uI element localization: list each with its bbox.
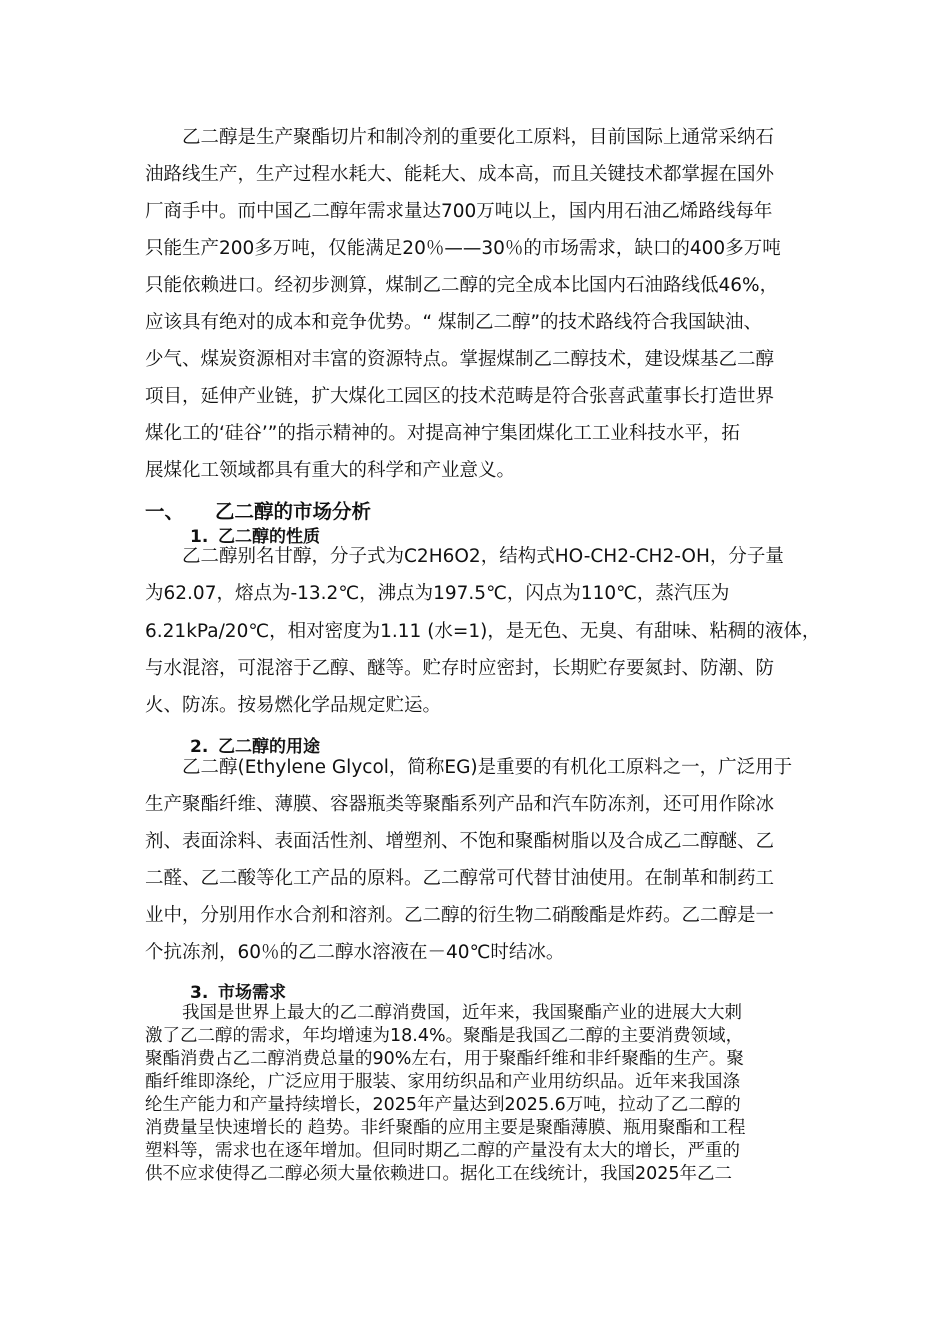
subsection-heading-properties: [190, 522, 320, 547]
paragraph-line: 乙二醇(Ethylene Glycol，简称EG)是重要的有机化工原料之一，广泛用于: [182, 757, 793, 778]
paragraph-line: 聚酯消费占乙二醇消费总量的90%左右，用于聚酯纤维和非纤聚酯的生产。聚: [145, 1049, 744, 1069]
paragraph-line: 消费量呈快速增长的 趋势。非纤聚酯的应用主要是聚酯薄膜、瓶用聚酯和工程: [145, 1118, 746, 1138]
paragraph-line: 乙二醇别名甘醇，分子式为C2H6O2，结构式HO-CH2-CH2-OH，分子量: [182, 546, 784, 567]
paragraph-line: 剂、表面涂料、表面活性剂、增塑剂、不饱和聚酯树脂以及合成乙二醇醚、乙: [145, 831, 775, 852]
intro-line: 厂商手中。而中国乙二醇年需求量达700万吨以上，国内用石油乙烯路线每年: [145, 201, 773, 222]
subsection-title: 市场需求: [218, 983, 286, 1003]
intro-line: 只能依赖进口。经初步测算，煤制乙二醇的完全成本比国内石油路线低46%，: [145, 275, 779, 296]
paragraph-line: 我国是世界上最大的乙二醇消费国，近年来，我国聚酯产业的进展大大刺: [182, 1003, 742, 1023]
subsection-title: 乙二醇的用途: [218, 737, 320, 757]
paragraph-line: 业中，分别用作水合剂和溶剂。乙二醇的衍生物二硝酸酯是炸药。乙二醇是一: [145, 905, 775, 926]
section-heading: [145, 496, 371, 524]
subsection-number: 1.: [190, 527, 209, 547]
intro-line: 应该具有绝对的成本和竞争优势。“ 煤制乙二醇”的技术路线符合我国缺油、: [145, 312, 763, 333]
paragraph-line: 个抗冻剂，60％的乙二醇水溶液在－40℃时结冰。: [145, 942, 565, 963]
section-number: 一、: [145, 500, 185, 523]
paragraph-line: 供不应求使得乙二醇必须大量依赖进口。据化工在线统计，我国2025年乙二: [145, 1164, 733, 1184]
paragraph-line: 纶生产能力和产量持续增长，2025年产量达到2025.6万吨，拉动了乙二醇的: [145, 1095, 741, 1115]
paragraph-line: 为62.07，熔点为-13.2℃，沸点为197.5℃，闪点为110℃，蒸汽压为: [145, 583, 730, 604]
paragraph-line: 激了乙二醇的需求，年均增速为18.4%。聚酯是我国乙二醇的主要消费领域，: [145, 1026, 744, 1046]
subsection-heading-market-demand: [190, 978, 286, 1003]
subsection-number: 3.: [190, 983, 209, 1003]
intro-line: 少气、煤炭资源相对丰富的资源特点。掌握煤制乙二醇技术，建设煤基乙二醇: [145, 349, 775, 370]
intro-line: 展煤化工领域都具有重大的科学和产业意义。: [145, 460, 516, 481]
subsection-number: 2.: [190, 737, 209, 757]
paragraph-line: 生产聚酯纤维、薄膜、容器瓶类等聚酯系列产品和汽车防冻剂，还可用作除冰: [145, 794, 775, 815]
paragraph-line: 二醛、乙二酸等化工产品的原料。乙二醇常可代替甘油使用。在制革和制药工: [145, 868, 775, 889]
paragraph-line: 6.21kPa/20℃，相对密度为1.11 (水=1)，是无色、无臭、有甜味、粘稠的液体，: [145, 621, 821, 642]
intro-line: 项目，延伸产业链，扩大煤化工园区的技术范畴是符合张喜武董事长打造世界: [145, 386, 775, 407]
subsection-title: 乙二醇的性质: [218, 527, 320, 547]
intro-line: 油路线生产，生产过程水耗大、能耗大、成本高，而且关键技术都掌握在国外: [145, 164, 775, 185]
section-title: 乙二醇的市场分析: [215, 500, 372, 523]
intro-line: 煤化工的‘硅谷’”的指示精神的。对提高神宁集团煤化工工业科技水平，拓: [145, 423, 740, 444]
subsection-heading-uses: [190, 732, 320, 757]
paragraph-line: 火、防冻。按易燃化学品规定贮运。: [145, 695, 442, 716]
intro-line: 乙二醇是生产聚酯切片和制冷剂的重要化工原料，目前国际上通常采纳石: [182, 127, 775, 148]
paragraph-line: 塑料等，需求也在逐年增加。但同时期乙二醇的产量没有太大的增长，严重的: [145, 1141, 740, 1161]
paragraph-line: 与水混溶，可混溶于乙醇、醚等。贮存时应密封，长期贮存要氮封、防潮、防: [145, 658, 775, 679]
intro-line: 只能生产200多万吨，仅能满足20％——30％的市场需求，缺口的400多万吨: [145, 238, 781, 259]
paragraph-line: 酯纤维即涤纶，广泛应用于服装、家用纺织品和产业用纺织品。近年来我国涤: [145, 1072, 740, 1092]
